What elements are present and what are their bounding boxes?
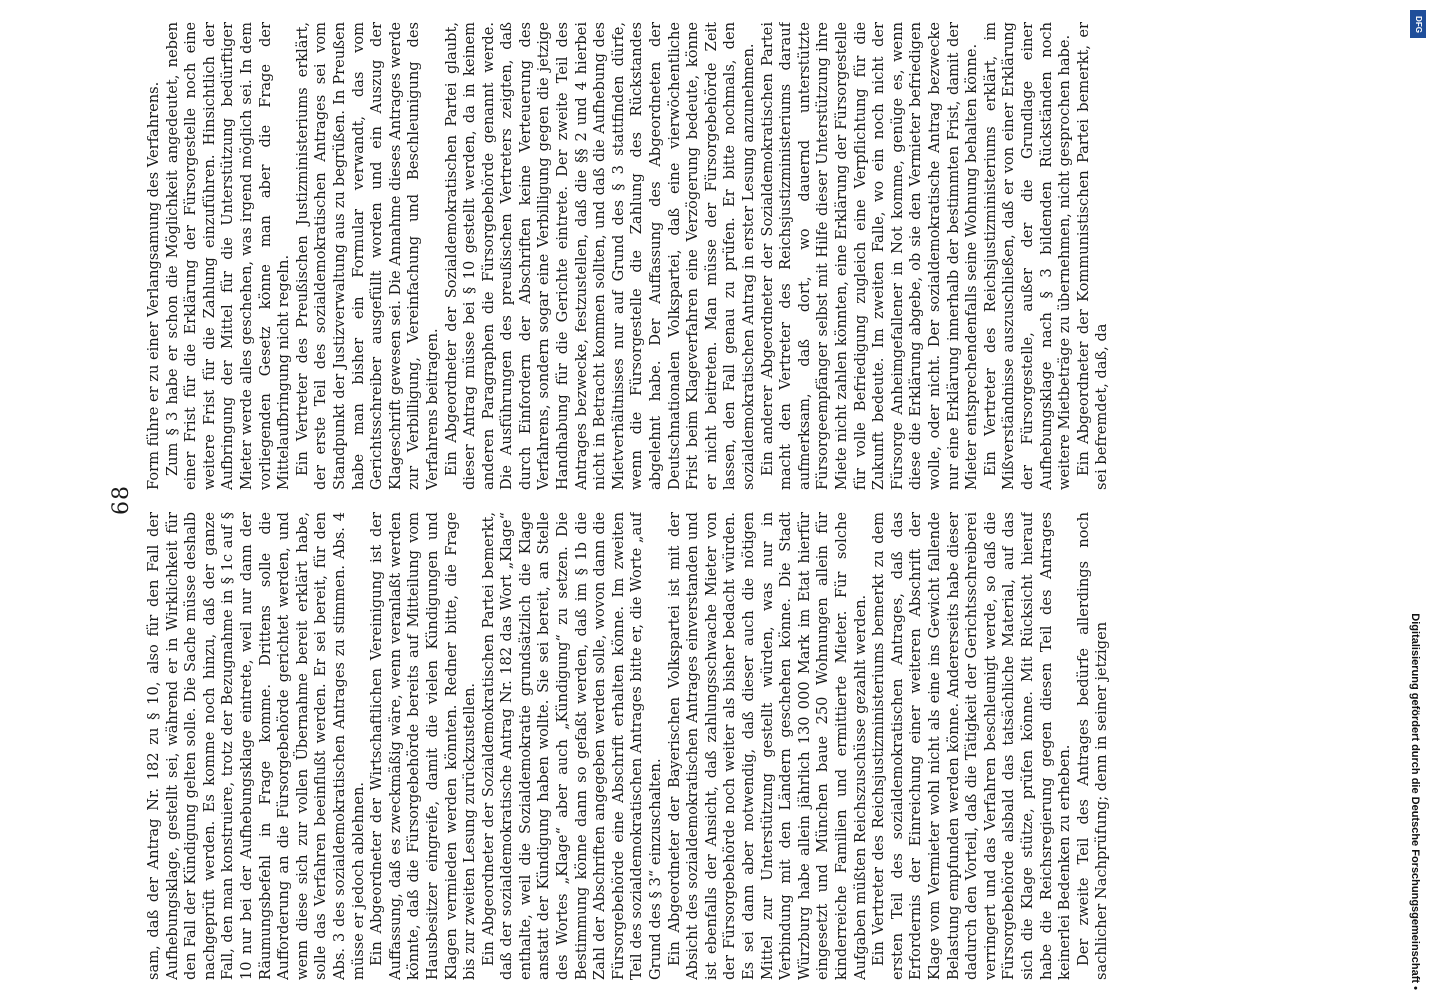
page-number: 68 <box>109 485 134 515</box>
dfg-logo-text: DFG <box>1413 15 1423 33</box>
paragraph: Ein Abgeordneter der Wirtschaftlichen Vereinigung ist der Auffassung, daß es zweckmäßig wäre, wenn veranlaßt werden könnte, daß die Fürsorgebehörde bereits auf Mitteilung vom Hausbesitzer eingreife, damit die vielen Kündigungen und Klagen vermieden werden könnten. Redner bitte, die Frage bis zur zweiten Lesung zurückzustellen. <box>368 512 479 980</box>
rotated-text-sheet <box>95 20 1335 980</box>
text-column-left <box>145 512 1335 980</box>
paragraph: Ein Abgeordneter der Bayerischen Volkspartei ist mit der Absicht des sozialdemokratischen Antrages einverstanden und ist ebenfalls der Ansicht, daß zahlungsschwache Mieter von der Fürsorgebehörde noch weiter als bisher bedacht würden. Es sei dann aber notwendig, daß dieser auch die nötigen Mittel zur Unterstützung gestellt würden, was nur in Verbindung mit den Ländern geschehen könne. Die Stadt Würzburg habe allein jährlich 130 000 Mark im Etat hierfür eingesetzt und München baue 250 Wohnungen allein für kinderreiche Familien und ermittierte Mieter. Für solche Aufgaben müßten Reichszuschüsse gezahlt werden. <box>665 512 869 980</box>
text-column-right <box>145 22 1335 490</box>
paragraph: Ein anderer Abgeordneter der Sozialdemokratischen Partei macht den Vertreter des Reichsjustizministeriums darauf aufmerksam, daß dort, wo dauernd unterstützte Fürsorgeempfänger selbst mit Hilfe dieser Unterstützung ihre Miete nicht zahlen könnten, eine Erklärung der Fürsorgestelle für volle Befriedigung zugleich eine Verpflichtung für die Zukunft bedeute. Im zweiten Falle, wo ein noch nicht der Fürsorge Anheimgefallener in Not komme, genüge es, wenn diese die Erklärung abgebe, ob sie den Vermieter befriedigen wolle, oder nicht. Der sozialdemokratische Antrag bezwecke nur eine Erklärung innerhalb der bestimmten Frist, damit der Mieter entsprechendenfalls seine Wohnung behalten könne. <box>758 22 981 490</box>
paragraph: Ein Abgeordneter der Kommunistischen Partei bemerkt, er sei befremdet, daß, da <box>1074 22 1111 490</box>
digitization-credit-text: Digitalisierung gefördert durch die Deutsche Forschungsgemeinschaft • <box>1409 613 1421 990</box>
paragraph: Ein Vertreter des Preußischen Justizministeriums erklärt, der erste Teil des sozialdemokratischen Antrages sei vom Standpunkt der Justizverwaltung aus zu begrüßen. In Preußen habe man bisher ein Formular verwandt, das vom Gerichtsschreiber ausgefüllt worden und ein Auszug der Klageschrift gewesen sei. Die Annahme dieses Antrages werde zur Verbilligung, Vereinfachung und Beschleunigung des Verfahrens beitragen. <box>293 22 441 490</box>
paragraph: Ein Abgeordneter der Sozialdemokratischen Partei bemerkt, daß der sozialdemokratische Antrag Nr. 182 das Wort „Klage“ enthalte, weil die Sozialdemokratie grundsätzlich die Klage anstatt der Kündigung haben wollte. Sie sei bereit, an Stelle des Wortes „Klage“ aber auch „Kündigung“ zu setzen. Die Bestimmung könne dann so gefaßt werden, daß im § 1b die Zahl der Abschriften angegeben werden solle, wovon dann die Fürsorgebehörde eine Abschrift erhalten könne. Im zweiten Teil des sozialdemokratischen Antrages bitte er, die Worte „auf Grund des § 3“ einzuschalten. <box>479 512 665 980</box>
paragraph: Form führe er zu einer Verlangsamung des Verfahrens. <box>145 81 162 490</box>
paragraph: sam, daß der Antrag Nr. 182 zu § 10, also für den Fall der Aufhebungsklage, gestellt sei, während er in Wirklichkeit für den Fall der Kündigung gelten solle. Die Sache müsse deshalb nachgeprüft werden. Es komme noch hinzu, daß der ganze Fall, den man konstruiere, trotz der Bezugnahme in § 1c auf § 10 nur bei der Aufhebungsklage eintrete, weil nur dann der Räumungsbefehl in Frage komme. Drittens solle die Aufforderung an die Fürsorgebehörde gerichtet werden, und wenn diese sich zur vollen Übernahme bereit erklärt habe, solle das Verfahren beeinflußt werden. Er sei bereit, für den Abs. 3 des sozialdemokratischen Antrages zu stimmen. Abs. 4 müsse er jedoch ablehnen. <box>145 512 367 980</box>
paragraph: Der zweite Teil des Antrages bedürfe allerdings noch sachlicher Nachprüfung; denn in seiner jetzigen <box>1074 512 1111 980</box>
digitization-credit-sidebar <box>1408 10 1426 990</box>
paragraph: Ein Vertreter des Reichsjustizministeriums erklärt, im Mißverständnisse auszuschließen, daß er von einer Erklärung der Fürsorgestelle, außer der die Grundlage einer Aufhebungsklage nach § 3 bildenden Rückständen noch weitere Mietbeträge zu übernehmen, nicht gesprochen habe. <box>981 22 1074 490</box>
paragraph: Ein Vertreter des Reichsjustizministeriums bemerkt zu dem ersten Teil des sozialdemokratischen Antrages, daß das Erfordernis der Einreichung einer weiteren Abschrift der Klage vom Vermieter wohl nicht als eine ins Gewicht fallende Belastung empfunden werden könne. Andererseits habe dieser dadurch den Vorteil, daß die Tätigkeit der Gerichtsschreiberei verringert und das Verfahren beschleunigt werde, so daß die Fürsorgebehörde alsbald das tatsächliche Material, auf das sich die Klage stütze, prüfen könne. Mit Rücksicht hierauf habe die Reichsregierung gegen diesen Teil des Antrages keinerlei Bedenken zu erheben. <box>870 512 1074 980</box>
dfg-logo <box>1410 10 1426 38</box>
paragraph: Ein Abgeordneter der Sozialdemokratischen Partei glaubt, dieser Antrag müsse bei § 10 gestellt werden, da in keinem anderen Paragraphen die Fürsorgebehörde genannt werde. Die Ausführungen des preußischen Vertreters zeigten, daß durch Einfordern der Abschriften keine Verteuerung des Verfahrens, sondern sogar eine Verbilligung gegen die jetzige Handhabung für die Gerichte eintrete. Der zweite Teil des Antrages bezwecke, festzustellen, daß die §§ 2 und 4 hierbei nicht in Betracht kommen sollten, und daß die Aufhebung des Mietverhältnisses nur auf Grund des § 3 stattfinden dürfe, wenn die Fürsorgestelle die Zahlung des Rückstandes abgelehnt habe. Der Auffassung des Abgeordneten der Deutschnationalen Volkspartei, daß eine vierwöchentliche Frist beim Klageverfahren eine Verzögerung bedeute, könne er nicht beitreten. Man müsse der Fürsorgebehörde Zeit lassen, den Fall genau zu prüfen. Er bitte nochmals, den sozialdemokratischen Antrag in erster Lesung anzunehmen. <box>442 22 757 490</box>
paragraph: Zum § 3 habe er schon die Möglichkeit angedeutet, neben einer Frist für die Erklärung der Fürsorgestelle noch eine weitere Frist für die Zahlung einzuführen. Hinsichtlich der Aufbringung der Mittel für die Unterstützung bedürftiger Mieter werde alles geschehen, was irgend möglich sei. In dem vorliegenden Gesetz könne man aber die Frage der Mittelaufbringung nicht regeln. <box>163 22 293 490</box>
